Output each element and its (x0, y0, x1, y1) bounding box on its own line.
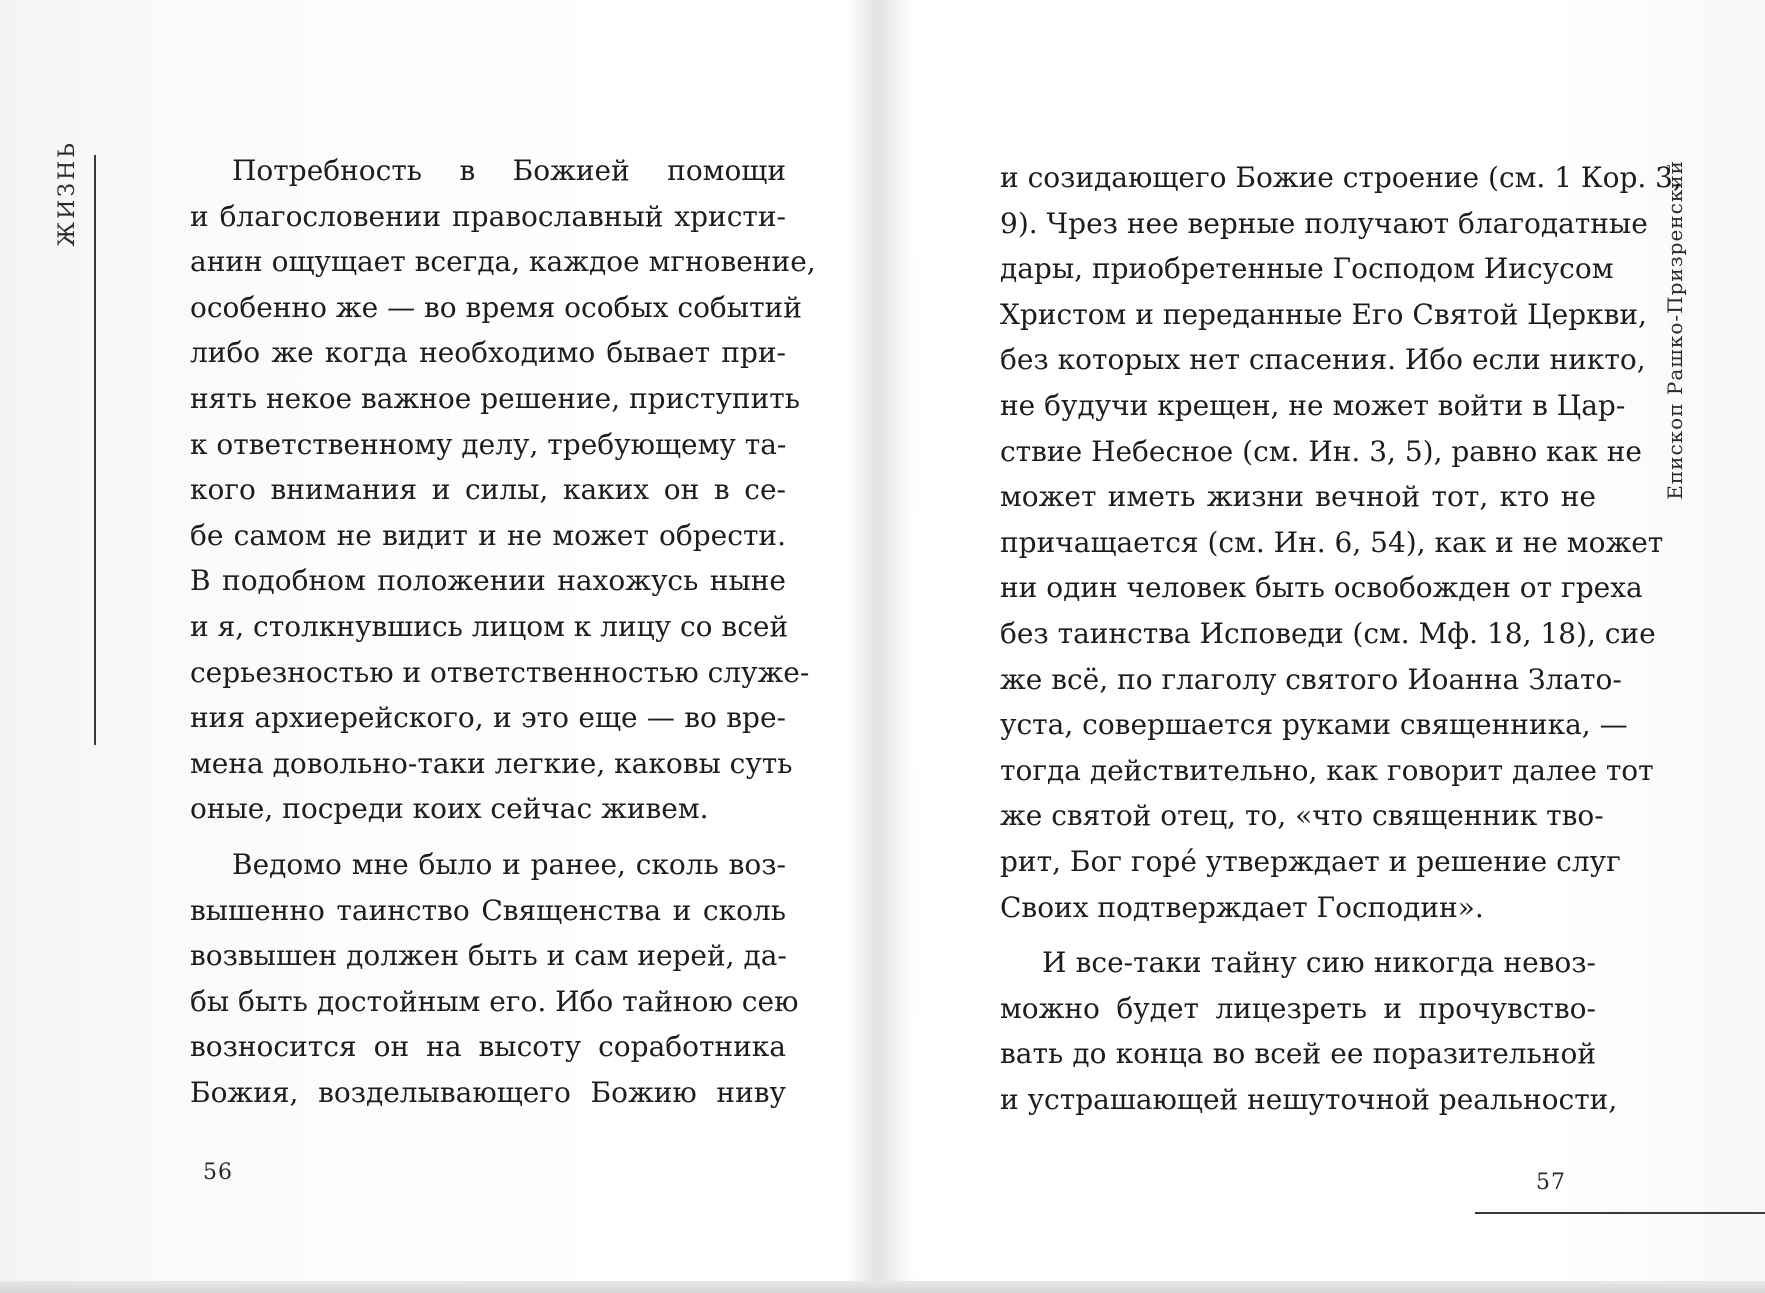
text-line: уста, совершается руками священника, — (1000, 708, 1628, 742)
text-line: к ответственному делу, требующему та- (190, 427, 787, 461)
text-line: дары, приобретенные Господом Иисусом (1000, 252, 1614, 286)
text-line: анин ощущает всегда, каждое мгновение, (190, 245, 816, 279)
text-line: не будучи крещен, не может войти в Цар- (1000, 388, 1626, 422)
text-line: и я, столкнувшись лицом к лицу со всей (190, 609, 789, 643)
scan-bottom-edge (0, 1281, 1765, 1293)
left-page-number: 56 (203, 1160, 233, 1185)
text-line: либо же когда необходимо бывает при- (190, 336, 786, 370)
text-line: причащается (см. Ин. 6, 54), как и не может (1000, 525, 1664, 559)
text-line: ни один человек быть освобожден от греха (1000, 571, 1643, 605)
paragraph-gap (190, 832, 786, 842)
text-line: 9). Чрез нее верные получают благодатные (1000, 206, 1648, 240)
text-line: Божия, возделывающего Божию ниву (190, 1075, 786, 1109)
text-line: ния архиерейского, и это еще — во вре- (190, 701, 786, 735)
right-horizontal-rule (1475, 1212, 1765, 1214)
text-line: кого внимания и силы, каких он в се- (190, 473, 786, 507)
right-page-number: 57 (1536, 1170, 1566, 1195)
text-line: и благословении православный христи- (190, 199, 786, 233)
text-line: можно будет лицезреть и прочувство- (1000, 991, 1596, 1025)
right-paragraph-2 (1000, 940, 1618, 1122)
text-line: рит, Бог горе́ утверждает и решение слуг (1000, 844, 1621, 878)
left-running-head: ЖИЗНЬ (55, 140, 80, 247)
text-line: же святой отец, то, «что священник тво- (1000, 799, 1604, 833)
text-line: серьезностью и ответственностью служе- (190, 655, 810, 689)
left-page (0, 0, 880, 1293)
text-line: может иметь жизни вечной тот, кто не (1000, 480, 1596, 514)
text-line: Христом и переданные Его Святой Церкви, (1000, 297, 1647, 331)
left-paragraph-2 (190, 842, 799, 1116)
text-line: вышенно таинство Священства и сколь (190, 893, 786, 927)
paragraph-gap (1000, 930, 1596, 940)
text-line: Ведомо мне было и ранее, сколь воз- (232, 847, 786, 881)
text-line: и устрашающей нешуточной реальности, (1000, 1082, 1618, 1116)
text-line: вать до конца во всей ее поразительной (1000, 1037, 1596, 1071)
text-line: оные, посреди коих сейчас живем. (190, 792, 709, 826)
text-line: особенно же — во время особых событий (190, 290, 802, 324)
text-line: и созидающего Божие строение (см. 1 Кор. 3, (1000, 161, 1682, 194)
text-line: бе самом не видит и не может обрести. (190, 518, 786, 552)
text-line: нять некое важное решение, приступить (190, 381, 800, 415)
text-line: же всё, по глаголу святого Иоанна Злато- (1000, 662, 1622, 696)
text-line: возносится он на высоту соработника (190, 1030, 786, 1064)
left-body-text (190, 148, 816, 1115)
text-line: В подобном положении нахожусь ныне (190, 564, 786, 598)
text-line: Своих подтверждает Господин». (1000, 890, 1484, 924)
left-paragraph-1 (190, 148, 816, 832)
right-running-head: Епископ Рашко-Призренский (1663, 160, 1687, 500)
text-line: ствие Небесное (см. Ин. 3, 5), равно как не (1000, 434, 1643, 468)
text-line: возвышен должен быть и сам иерей, да- (190, 939, 787, 973)
left-vertical-rule (94, 155, 96, 745)
text-line: тогда действительно, как говорит далее тот (1000, 753, 1654, 787)
text-line: И все-таки тайну сию никогда невоз- (1042, 946, 1596, 980)
text-line: без которых нет спасения. Ибо если никто, (1000, 343, 1646, 377)
text-line: без таинства Исповеди (см. Мф. 18, 18), сие (1000, 616, 1656, 650)
text-line: Потребность в Божией помощи (232, 154, 786, 187)
text-line: бы быть достойным его. Ибо тайною сею (190, 984, 799, 1018)
text-line: мена довольно-таки легкие, каковы суть (190, 746, 793, 780)
